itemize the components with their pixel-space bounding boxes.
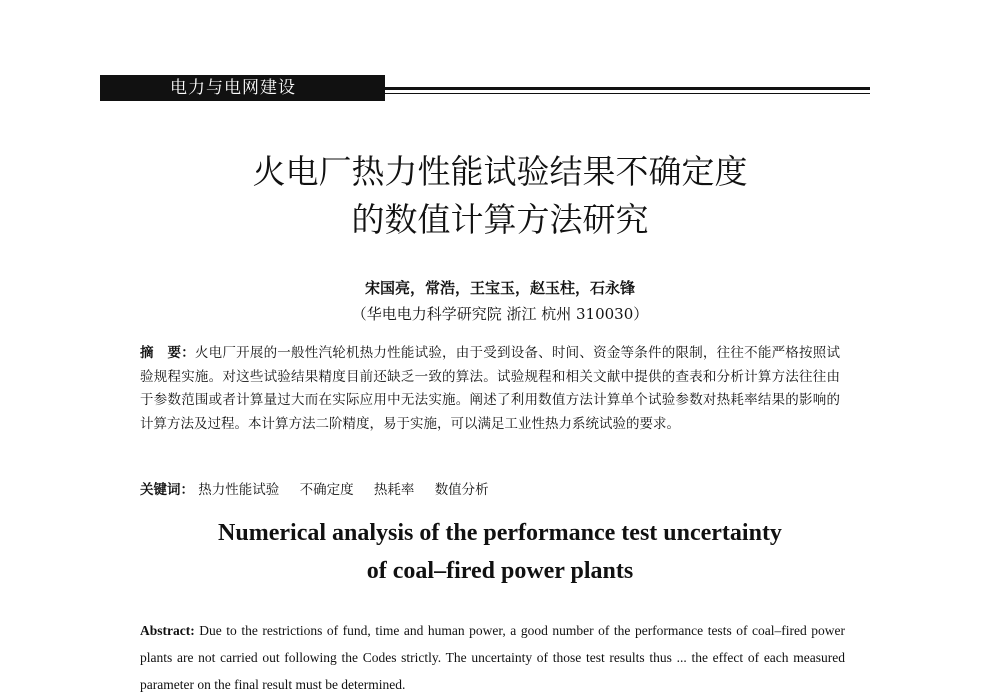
keyword: 不确定度 (299, 482, 354, 498)
chinese-title-line-2: 的数值计算方法研究 (351, 200, 649, 239)
english-abstract (140, 617, 845, 698)
author-list: 宋国亮，常浩，王宝玉，赵玉柱，石永锋 (364, 279, 635, 297)
chinese-abstract-text: 火电厂开展的一般性汽轮机热力性能试验，由于受到设备、时间、资金等条件的限制，往往不能严格按照试验规程实施。对这些试验结果精度目前还缺乏一致的算法。试验规程和相关文献中提供的查表和分析计算方法往往由于参数范围或者计算量过大而在实际应用中无法实施。阐述了利用数值方法计算单个试验参数对热耗率结果的影响的计算方法及过程。本计算方法二阶精度，易于实施，可以满足工业性热力系统试验的要求。 (140, 345, 841, 432)
keyword: 数值分析 (434, 482, 489, 498)
chinese-abstract (140, 342, 840, 436)
keywords (140, 478, 840, 498)
english-abstract-label: Abstract: (140, 623, 195, 638)
chinese-title-line-1: 火电厂热力性能试验结果不确定度 (252, 152, 748, 191)
header-rule-thick (385, 87, 870, 90)
english-title-line-2: of coal–fired power plants (366, 558, 634, 584)
keyword: 热力性能试验 (198, 482, 280, 498)
keyword: 热耗率 (373, 482, 415, 498)
affiliation: （华电电力科学研究院 浙江 杭州 310030） (351, 305, 649, 323)
chinese-abstract-label: 摘 要： (140, 345, 195, 361)
keywords-label: 关键词： (140, 482, 194, 498)
english-title-line-1: Numerical analysis of the performance test uncertainty (218, 520, 782, 546)
header-rule-thin (385, 93, 870, 94)
section-header-label: 电力与电网建设 (170, 78, 296, 98)
english-abstract-text: Due to the restrictions of fund, time and human power, a good number of the performance tests of coal–fired power plants are not carried out following the Codes strictly. The uncertainty of those test results thus ... the effect of each measured parameter on the final result must be determined. (140, 623, 846, 692)
